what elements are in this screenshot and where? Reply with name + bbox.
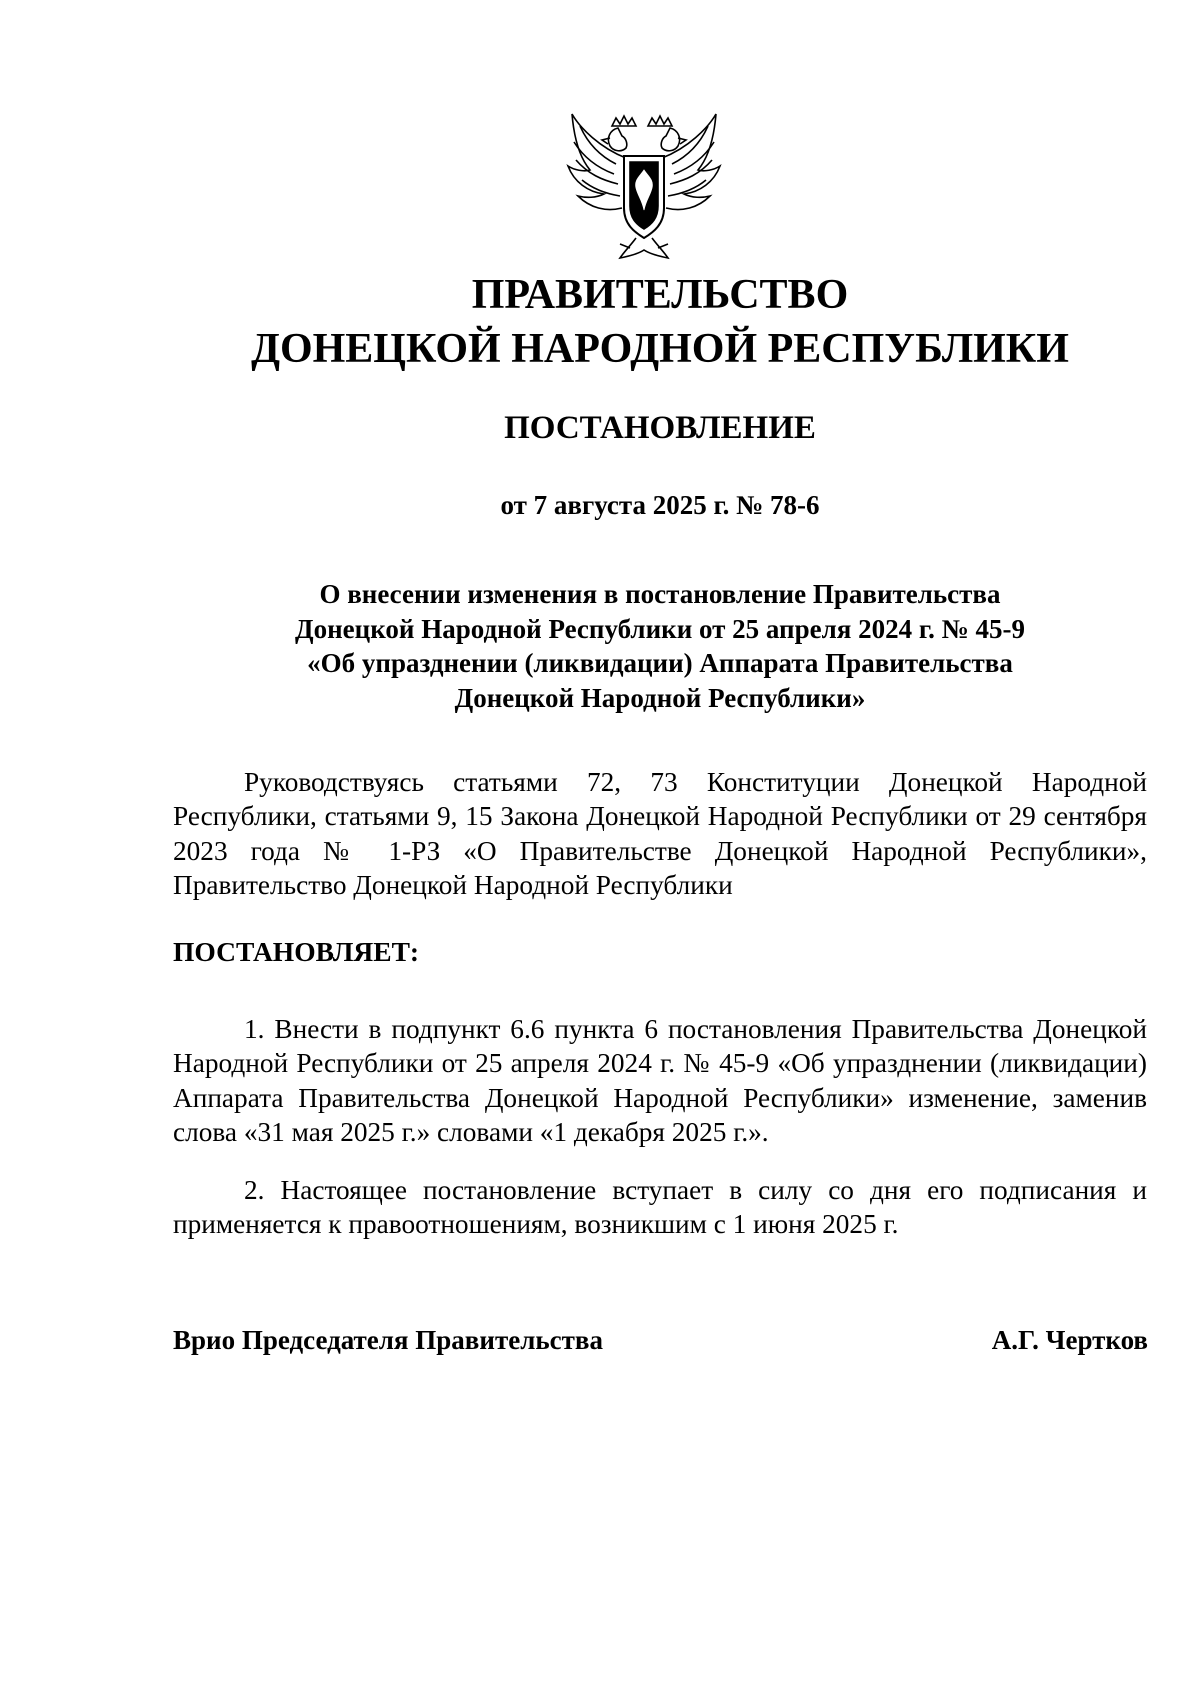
- signatory-name: А.Г. Чертков: [991, 1325, 1148, 1355]
- government-title-line1: ПРАВИТЕЛЬСТВО: [471, 272, 849, 318]
- document-type: ПОСТАНОВЛЕНИЕ: [504, 410, 816, 446]
- document-date-number: от 7 августа 2025 г. № 78-6: [500, 490, 820, 520]
- clause-2: 2. Настоящее постановление вступает в силу со дня его подписания и применяется к правоотношениям, возникшим с 1 июня 2025 г.: [173, 1175, 1147, 1240]
- subject-line2: Донецкой Народной Республики от 25 апреля 2024 г. № 45-9: [295, 613, 1025, 644]
- government-title-line2: ДОНЕЦКОЙ НАРОДНОЙ РЕСПУБЛИКИ: [251, 326, 1069, 372]
- subject-line3: «Об упразднении (ликвидации) Аппарата Правительства: [307, 648, 1013, 678]
- preamble-paragraph: Руководствуясь статьями 72, 73 Конституции Донецкой Народной Республики, статьями 9, 15 Закона Донецкой Народной Республики от 29 сентября 2023 года № 1-РЗ «О Правительстве Донецкой Народной Республики», Правительство Донецкой Народной Республики: [173, 767, 1147, 901]
- decree-heading: ПОСТАНОВЛЯЕТ:: [173, 936, 420, 967]
- signatory-position: Врио Председателя Правительства: [173, 1325, 603, 1355]
- coat-of-arms-icon: [560, 108, 728, 266]
- clause-1: 1. Внести в подпункт 6.6 пункта 6 постановления Правительства Донецкой Народной Республики от 25 апреля 2024 г. № 45-9 «Об упразднении (ликвидации) Аппарата Правительства Донецкой Народной Республики» изменение, заменив слова «31 мая 2025 г.» словами «1 декабря 2025 г.».: [173, 1014, 1147, 1148]
- government-title: [150, 268, 1170, 376]
- subject-line1: О внесении изменения в постановление Правительства: [319, 579, 1001, 609]
- document-subject: [150, 577, 1170, 715]
- subject-line4: Донецкой Народной Республики»: [454, 682, 866, 713]
